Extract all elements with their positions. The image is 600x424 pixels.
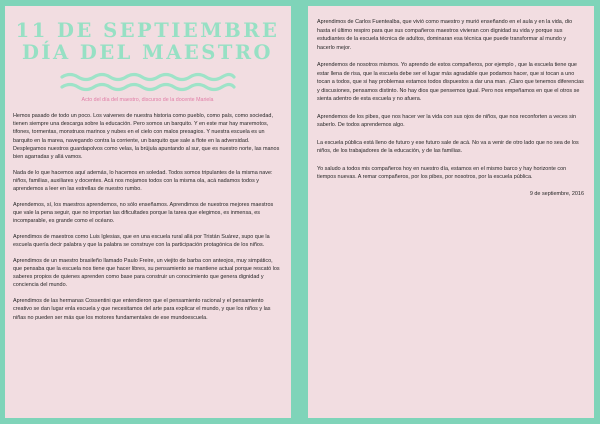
page-left (5, 6, 291, 418)
title-line-2: DÍA DEL MAESTRO (21, 41, 274, 64)
page-right (308, 6, 594, 418)
subtitle: Acto del día del maestro, discurso de la docente Mariela (81, 97, 214, 103)
right-paragraph: La escuela pública está lleno de futuro y ese futuro sale de acá. No va a venir de otro lado que no sea de los niños, de los trabajadores de la educación, y de las familias. (317, 139, 579, 154)
title-line-1: 11 DE SEPTIEMBRE (15, 19, 280, 42)
left-paragraph: Aprendimos de un maestro brasileño llamado Paulo Freire, un viejito de barba con anteojos, muy simpático, que pensaba que la escuela nos tiene que hacer libres, su pensamiento se mantiene actual porque rescató los saberes propios de quienes aprenden como base para construir un conocimiento que genera dignidad y conciencia del mundo. (13, 257, 280, 289)
left-paragraph: Nada de lo que hacemos aquí además, lo hacemos en soledad. Todos somos tripulantes de la misma nave: niños, familias, auxiliares y docentes. Acá nos mojamos todos con la misma ola, acá nadamos todos y aprendemos a leer en las estrellas de nuestro rumbo. (13, 169, 273, 193)
signature-date: 9 de septiembre, 2016 (529, 190, 584, 197)
right-paragraph: Aprendemos de nosotros mismos. Yo aprendo de estos compañeros, por ejemplo , que la escuela tiene que estar llena de risa, que la escuela debe ser el lugar más agradable que podamos hacer, que si tocan a uno tocan a todos, que si hay problemas estamos todos dispuestos a dar una man. ¡Claro que tenemos diferencias y discusiones, pensamos distinto. No hay dios que pensemos igual. Pero nos empeñamos en que el otros se sienta adentro de esta escuela y no afuera. (317, 62, 584, 102)
right-paragraph: Yo saludo a todos mis compañeros hoy en nuestro día, estamos en el mismo barco y hay horizonte con tiempos nuevas. A remar compañeros, por los pibes, por nosotros, por la escuela pública. (317, 165, 567, 180)
left-paragraph: Aprendimos de las hermanas Cossentini que entendieron que el pensamiento racional y el pensamiento creativo se dan lugar enla escuela y que necesitamos del arte para explicar el mundo, y que los niños y las niñas no pueden ser más que los motores fundamentales de ese mundoescuela. (13, 298, 271, 321)
right-paragraph: Aprendemos de los pibes, que nos hacer ver la vida con sus ojos de niños, que nos reconforten a veces sin saberlo. De todos aprendemos algo. (317, 113, 577, 128)
left-paragraph: Aprendemos, sí, los maestros aprendemos, no sólo enseñamos. Aprendimos de nuestros mejores maestros que vale la pena seguir, que no importan las dificultades porque la tarea que elegimos, es inmensa, es incomparable, es grande como el océano. (13, 201, 274, 225)
left-paragraph: Aprendimos de maestros como Luis Iglesias, que en una escuela rural allá por Tristán Suárez, supo que la escuela quería decir palabra y que la palabra se construye con la participación protagónica de los niños. (13, 233, 270, 249)
right-paragraph: Aprendimos de Carlos Fuentealba, que vivió como maestro y murió enseñando en el aula y en la vida, dio hasta el último respiro para que sus compañeros maestros vivieran con dignidad su vida y porque sus estudiantes de la escuela técnica de adultos, dominaran esa técnica que puede transformar al mundo y hacerlo mejor. (317, 19, 573, 51)
wave-decoration (58, 70, 238, 94)
left-paragraph: Hemos pasado de todo un poco. Los vaivenes de nuestra historia como pueblo, como país, como sociedad, tienen siempre una descarga sobre la educación. Pero somos un barquito. Y en este mar hay maremotos, tifones, tormentas, monstruos marinos y nubes en el cielo con malos presagios. Y nuestra escuela es un barquito en la marea, navegando contra la corriente, un barquito que sale a flote en la adversidad. Desplegamos nuestros guardapolvos como velas, la brújula apuntando al sur, que es nuestro norte, las manos bien agarradas y allá vamos. (13, 113, 280, 161)
